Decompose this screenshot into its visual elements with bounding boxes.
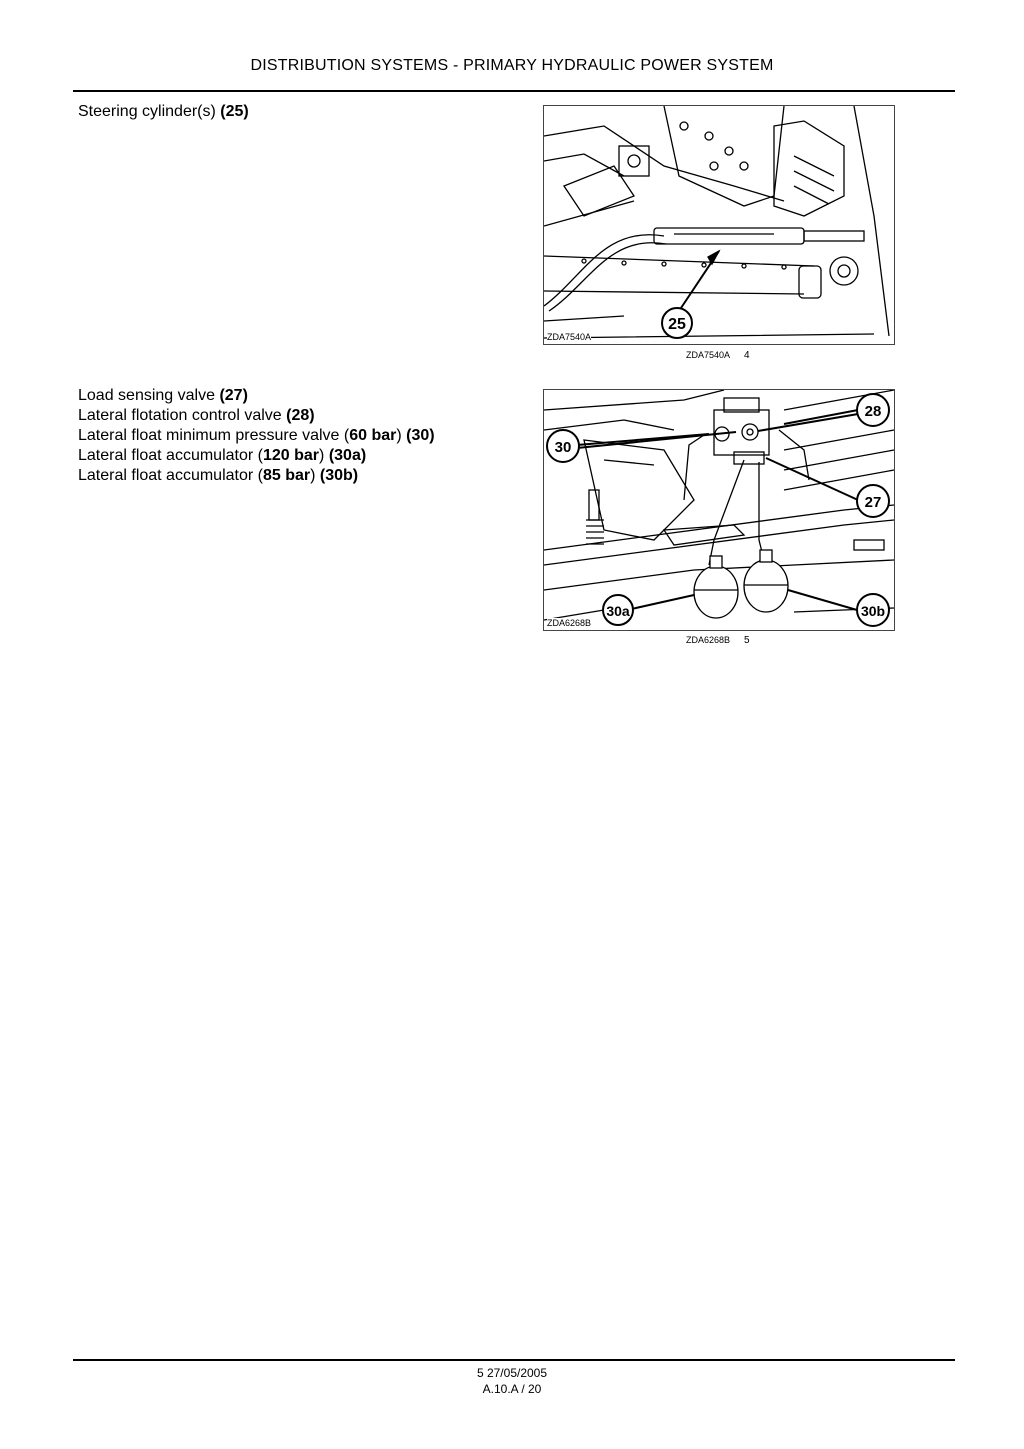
callout-27: 27	[864, 494, 882, 511]
valves-list	[78, 386, 435, 486]
caption-code: ZDA6268B	[686, 635, 731, 645]
caption-code: ZDA7540A	[686, 350, 731, 360]
footer-rule	[73, 1359, 955, 1361]
steering-cylinder-illustration	[544, 106, 894, 344]
figure-code: ZDA6268B	[547, 618, 592, 628]
figure-lateral-float	[543, 389, 895, 631]
footer-page-ref: A.10.A / 20	[482, 1382, 542, 1396]
callout-30: 30	[554, 439, 572, 456]
figure-steering-cylinder	[543, 105, 895, 345]
list-item: Lateral float accumulator (85 bar) (30b)	[78, 467, 359, 484]
list-item: Lateral flotation control valve (28)	[78, 407, 315, 424]
figure-caption	[686, 635, 750, 646]
callout-30b: 30b	[860, 603, 886, 619]
lateral-float-illustration	[544, 390, 894, 630]
list-item: Load sensing valve (27)	[78, 387, 248, 404]
page-header-title: DISTRIBUTION SYSTEMS - PRIMARY HYDRAULIC POWER SYSTEM	[250, 57, 774, 74]
callout-30a: 30a	[606, 603, 630, 619]
footer-date: 5 27/05/2005	[476, 1366, 548, 1380]
item-label: Steering cylinder(s)	[78, 103, 221, 120]
caption-number: 4	[744, 350, 750, 361]
item-ref: (25)	[220, 103, 249, 120]
list-item: Lateral float minimum pressure valve (60 bar) (30)	[78, 427, 435, 444]
list-item: Lateral float accumulator (120 bar) (30a)	[78, 447, 367, 464]
header-rule	[73, 90, 955, 92]
callout-28: 28	[864, 403, 882, 420]
steering-cylinder-text	[78, 102, 249, 122]
caption-number: 5	[744, 635, 750, 646]
figure-caption	[686, 350, 750, 361]
callout-25: 25	[668, 316, 686, 333]
figure-code: ZDA7540A	[547, 332, 592, 342]
